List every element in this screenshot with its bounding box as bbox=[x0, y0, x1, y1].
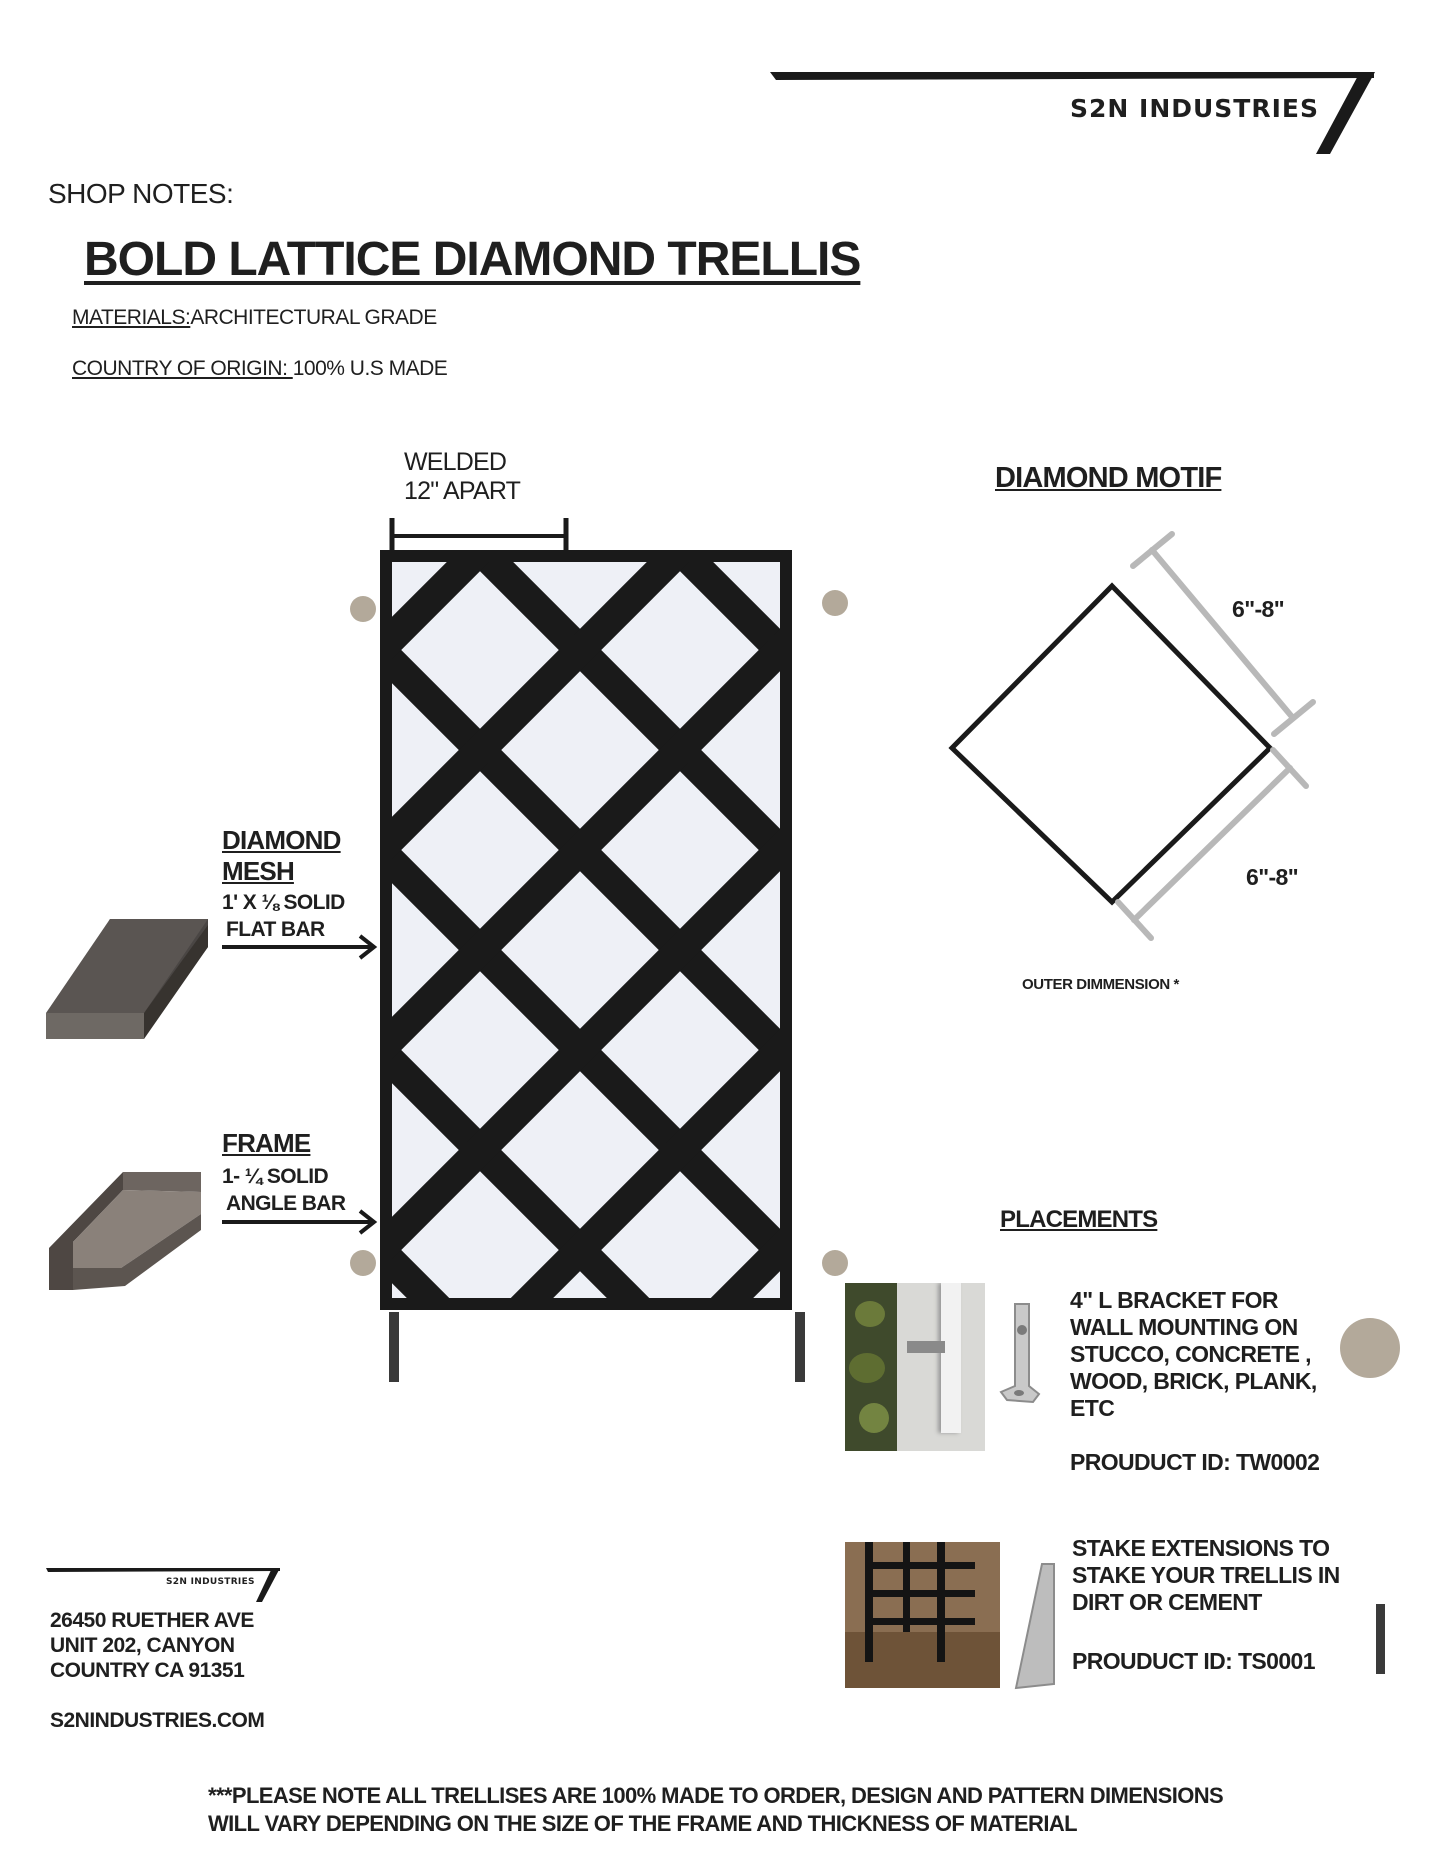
bracket-description bbox=[1070, 1287, 1317, 1422]
bracket-dot bbox=[1340, 1318, 1400, 1378]
address-line1: 26450 RUETHER AVE bbox=[50, 1609, 254, 1632]
shop-notes-label: SHOP NOTES: bbox=[48, 178, 234, 209]
stake-description bbox=[1072, 1535, 1340, 1616]
angle-bar-photo bbox=[45, 1168, 205, 1293]
left-stake-leg bbox=[389, 1312, 399, 1382]
origin-value: 100% U.S MADE bbox=[292, 357, 448, 380]
origin-label: COUNTRY OF ORIGIN: bbox=[72, 357, 293, 380]
bracket-product-id: PROUDUCT ID: TW0002 bbox=[1070, 1449, 1320, 1475]
welded-label bbox=[404, 448, 520, 506]
origin-row bbox=[72, 357, 447, 381]
stake-ground-photo bbox=[845, 1542, 1000, 1688]
disclaimer bbox=[208, 1782, 1358, 1838]
stake-line1: STAKE EXTENSIONS TO bbox=[1072, 1535, 1330, 1561]
stake-line2: STAKE YOUR TRELLIS IN bbox=[1072, 1562, 1340, 1588]
footer-address bbox=[50, 1608, 254, 1683]
materials-row bbox=[72, 306, 437, 330]
footer-website[interactable]: S2NINDUSTRIES.COM bbox=[50, 1709, 265, 1732]
stake-product-id: PROUDUCT ID: TS0001 bbox=[1072, 1648, 1315, 1674]
mount-dot-bottom-left bbox=[350, 1250, 376, 1276]
mesh-title-line1: DIAMOND bbox=[222, 825, 341, 855]
footer-brand: S2N INDUSTRIES bbox=[166, 1577, 255, 1587]
mount-dot-top-right bbox=[822, 590, 848, 616]
placements-title: PLACEMENTS bbox=[1000, 1206, 1158, 1233]
trellis-panel-drawing bbox=[380, 550, 820, 1400]
welded-line2: 12" APART bbox=[404, 477, 521, 505]
mount-dot-bottom-right bbox=[822, 1250, 848, 1276]
page-title: BOLD LATTICE DIAMOND TRELLIS bbox=[84, 233, 861, 286]
bracket-wall-photo bbox=[845, 1283, 985, 1451]
stake-line3: DIRT OR CEMENT bbox=[1072, 1589, 1262, 1615]
materials-label: MATERIALS: bbox=[72, 306, 191, 329]
mount-dot-top-left bbox=[350, 596, 376, 622]
bracket-line4: WOOD, BRICK, PLANK, bbox=[1070, 1368, 1317, 1394]
welded-line1: WELDED bbox=[404, 448, 507, 476]
motif-title: DIAMOND MOTIF bbox=[995, 462, 1222, 494]
materials-value: ARCHITECTURAL GRADE bbox=[190, 306, 437, 329]
motif-dim-bottom: 6"-8" bbox=[1246, 864, 1299, 890]
address-line3: COUNTRY CA 91351 bbox=[50, 1659, 245, 1682]
bracket-line3: STUCCO, CONCRETE , bbox=[1070, 1341, 1311, 1367]
frame-desc-line2: ANGLE BAR bbox=[226, 1192, 346, 1215]
flat-bar-photo bbox=[40, 915, 210, 1060]
frame-desc-line1: 1- ¼ SOLID bbox=[222, 1165, 329, 1188]
frame-arrow bbox=[222, 1207, 382, 1237]
mesh-arrow bbox=[222, 932, 382, 962]
bracket-line1: 4" L BRACKET FOR bbox=[1070, 1287, 1278, 1313]
mesh-title-line2: MESH bbox=[222, 856, 294, 886]
bracket-line2: WALL MOUNTING ON bbox=[1070, 1314, 1298, 1340]
disclaimer-line2: WILL VARY DEPENDING ON THE SIZE OF THE FRAME AND THICKNESS OF MATERIAL bbox=[208, 1811, 1077, 1836]
bracket-line5: ETC bbox=[1070, 1395, 1115, 1421]
mesh-desc-line1: 1' X ⅛ SOLID bbox=[222, 891, 345, 914]
l-bracket-icon bbox=[995, 1300, 1043, 1412]
stake-bar-marker bbox=[1376, 1604, 1385, 1674]
motif-dim-top: 6"-8" bbox=[1232, 596, 1285, 622]
disclaimer-line1: ***PLEASE NOTE ALL TRELLISES ARE 100% MADE TO ORDER, DESIGN AND PATTERN DIMENSIONS bbox=[208, 1783, 1224, 1808]
motif-note: OUTER DIMMENSION * bbox=[1022, 976, 1179, 993]
mesh-title bbox=[222, 825, 341, 887]
stake-extension-icon bbox=[1012, 1560, 1060, 1692]
right-stake-leg bbox=[795, 1312, 805, 1382]
frame-title: FRAME bbox=[222, 1128, 311, 1158]
address-line2: UNIT 202, CANYON bbox=[50, 1634, 235, 1657]
header-brand: S2N INDUSTRIES bbox=[1070, 94, 1319, 123]
mesh-desc-line2: FLAT BAR bbox=[226, 918, 325, 941]
